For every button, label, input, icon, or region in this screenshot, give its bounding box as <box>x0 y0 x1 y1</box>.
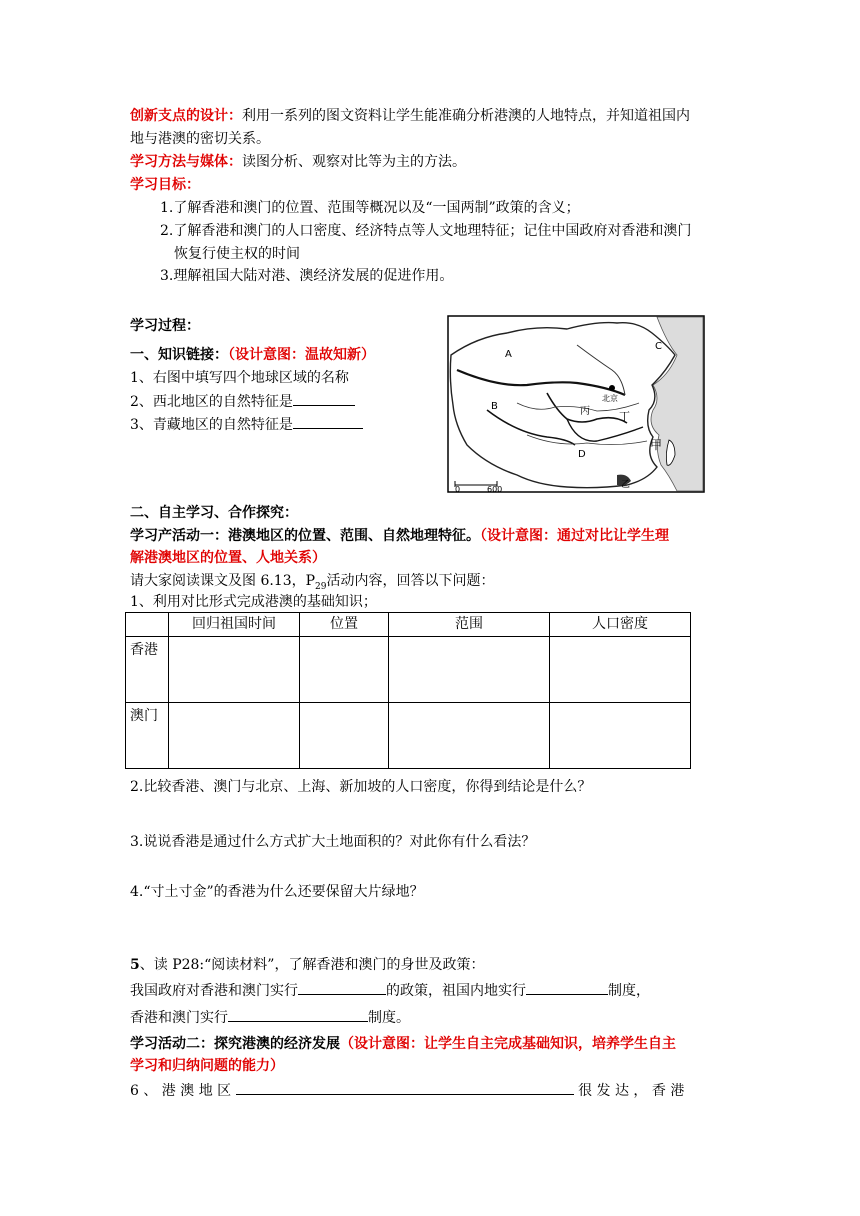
table-cell[interactable] <box>389 637 550 703</box>
process-title: 学习过程： <box>130 318 200 334</box>
table-header-scope: 范围 <box>389 613 550 637</box>
q5-line1-b: 的政策，祖国内地实行 <box>386 983 526 999</box>
process-q2-line <box>130 391 355 412</box>
table-cell[interactable] <box>169 637 300 703</box>
read-instruction-sub: 29 <box>315 581 327 592</box>
read-instruction-b: 活动内容，回答以下问题： <box>326 573 495 589</box>
map-label-ding: 丁 <box>619 410 630 423</box>
activity2-label: 学习活动二：探究港澳的经济发展 <box>130 1036 340 1052</box>
process-q3-line <box>130 414 363 435</box>
question-2: 2.比较香港、澳门与北京、上海、新加坡的人口密度，你得到结论是什么？ <box>130 779 592 795</box>
answer-blank-economy[interactable] <box>236 1080 574 1095</box>
table-header-return-time: 回归祖国时间 <box>169 613 300 637</box>
row-label-macau: 澳门 <box>126 703 169 769</box>
q6-b: 很 发 达 ， 香 港 <box>578 1083 685 1099</box>
map-label-b: B <box>491 401 498 412</box>
question-5-line-1 <box>130 980 650 1001</box>
question-3: 3.说说香港是通过什么方式扩大土地面积的？对此你有什么看法？ <box>130 834 536 850</box>
innovation-text-2: 地与港澳的密切关系。 <box>130 131 270 147</box>
goal-3: 3.理解祖国大陆对港、澳经济发展的促进作用。 <box>160 268 454 284</box>
activity2-intent-2: 学习和归纳问题的能力） <box>130 1058 284 1074</box>
part2-q1: 1、利用对比形式完成港澳的基础知识； <box>130 594 377 610</box>
question-5-number: 5 <box>130 957 140 973</box>
map-label-d: D <box>578 449 586 460</box>
method-text: 读图分析、观察对比等为主的方法。 <box>242 154 466 170</box>
q5-line2-b: 制度。 <box>368 1010 410 1026</box>
part1-intent: （设计意图：温故知新） <box>228 347 375 363</box>
table-header-population-density: 人口密度 <box>550 613 691 637</box>
answer-blank-northwest[interactable] <box>293 391 355 406</box>
map-svg <box>447 315 705 493</box>
q5-line1-c: 制度， <box>608 983 650 999</box>
question-4: 4.“寸土寸金”的香港为什么还要保留大片绿地？ <box>130 884 424 900</box>
map-label-c: C <box>655 341 662 352</box>
method-label: 学习方法与媒体： <box>130 154 242 170</box>
map-label-beijing: 北京 <box>602 394 618 403</box>
part1-heading <box>130 345 375 365</box>
map-label-jia: 甲 <box>650 438 663 452</box>
row-label-hongkong: 香港 <box>126 637 169 703</box>
table-header-location: 位置 <box>300 613 389 637</box>
q5-line1-a: 我国政府对香港和澳门实行 <box>130 983 298 999</box>
process-q2: 2、西北地区的自然特征是 <box>130 394 293 410</box>
table-cell[interactable] <box>300 703 389 769</box>
read-instruction-a: 请大家阅读课文及图 6.13，P <box>130 573 316 589</box>
table-header-row <box>126 613 691 637</box>
table-cell[interactable] <box>389 703 550 769</box>
map-scale-600: 600 <box>487 485 503 493</box>
q5-line2-a: 香港和澳门实行 <box>130 1010 228 1026</box>
question-6 <box>130 1080 684 1101</box>
table-header-empty <box>126 613 169 637</box>
activity1-line-1 <box>130 526 669 546</box>
table-cell[interactable] <box>550 637 691 703</box>
part1-label: 一、知识链接： <box>130 347 228 363</box>
part2-title: 二、自主学习、合作探究： <box>130 505 298 521</box>
china-region-map <box>447 315 705 493</box>
activity2-intent-1: （设计意图：让学生自主完成基础知识，培养学生自主 <box>340 1036 676 1052</box>
process-q1: 1、右图中填写四个地球区域的名称 <box>130 370 349 386</box>
map-label-bing: 丙 <box>580 406 590 417</box>
answer-blank-qingzang[interactable] <box>293 414 363 429</box>
activity1-intent-1: （设计意图：通过对比让学生理 <box>480 528 669 544</box>
answer-blank-mainland-system[interactable] <box>526 980 608 995</box>
comparison-table <box>125 612 691 769</box>
innovation-label: 创新支点的设计： <box>130 108 242 124</box>
activity2-line-1 <box>130 1034 676 1054</box>
map-label-yi: 乙 <box>621 480 631 490</box>
question-5-text: 、读 P28:“阅读材料”，了解香港和澳门的身世及政策： <box>139 957 485 973</box>
process-q3: 3、青藏地区的自然特征是 <box>130 417 293 433</box>
table-row <box>126 637 691 703</box>
answer-blank-policy[interactable] <box>298 980 386 995</box>
innovation-text-1: 利用一系列的图文资料让学生能准确分析港澳的人地特点，并知道祖国内 <box>242 108 690 124</box>
table-cell[interactable] <box>300 637 389 703</box>
answer-blank-hk-macau-system[interactable] <box>228 1007 368 1022</box>
map-scale-0: 0 <box>455 485 461 493</box>
map-label-a: A <box>505 349 512 360</box>
table-cell[interactable] <box>550 703 691 769</box>
question-5 <box>130 955 484 975</box>
goal-2b: 恢复行使主权的时间 <box>174 246 300 262</box>
goals-label: 学习目标： <box>130 177 200 193</box>
q6-a: 6 、 港 澳 地 区 <box>130 1083 232 1099</box>
activity1-label: 学习产活动一：港澳地区的位置、范围、自然地理特征。 <box>130 528 480 544</box>
table-row <box>126 703 691 769</box>
activity1-intent-2: 解港澳地区的位置、人地关系） <box>130 550 326 566</box>
innovation-line-1 <box>130 106 690 126</box>
question-5-line-2 <box>130 1007 410 1028</box>
goal-2a: 2.了解香港和澳门的人口密度、经济特点等人文地理特征；记住中国政府对香港和澳门 <box>160 223 692 239</box>
table-cell[interactable] <box>169 703 300 769</box>
goal-1: 1.了解香港和澳门的位置、范围等概况以及“一国两制”政策的含义； <box>160 200 580 216</box>
method-line <box>130 152 466 172</box>
